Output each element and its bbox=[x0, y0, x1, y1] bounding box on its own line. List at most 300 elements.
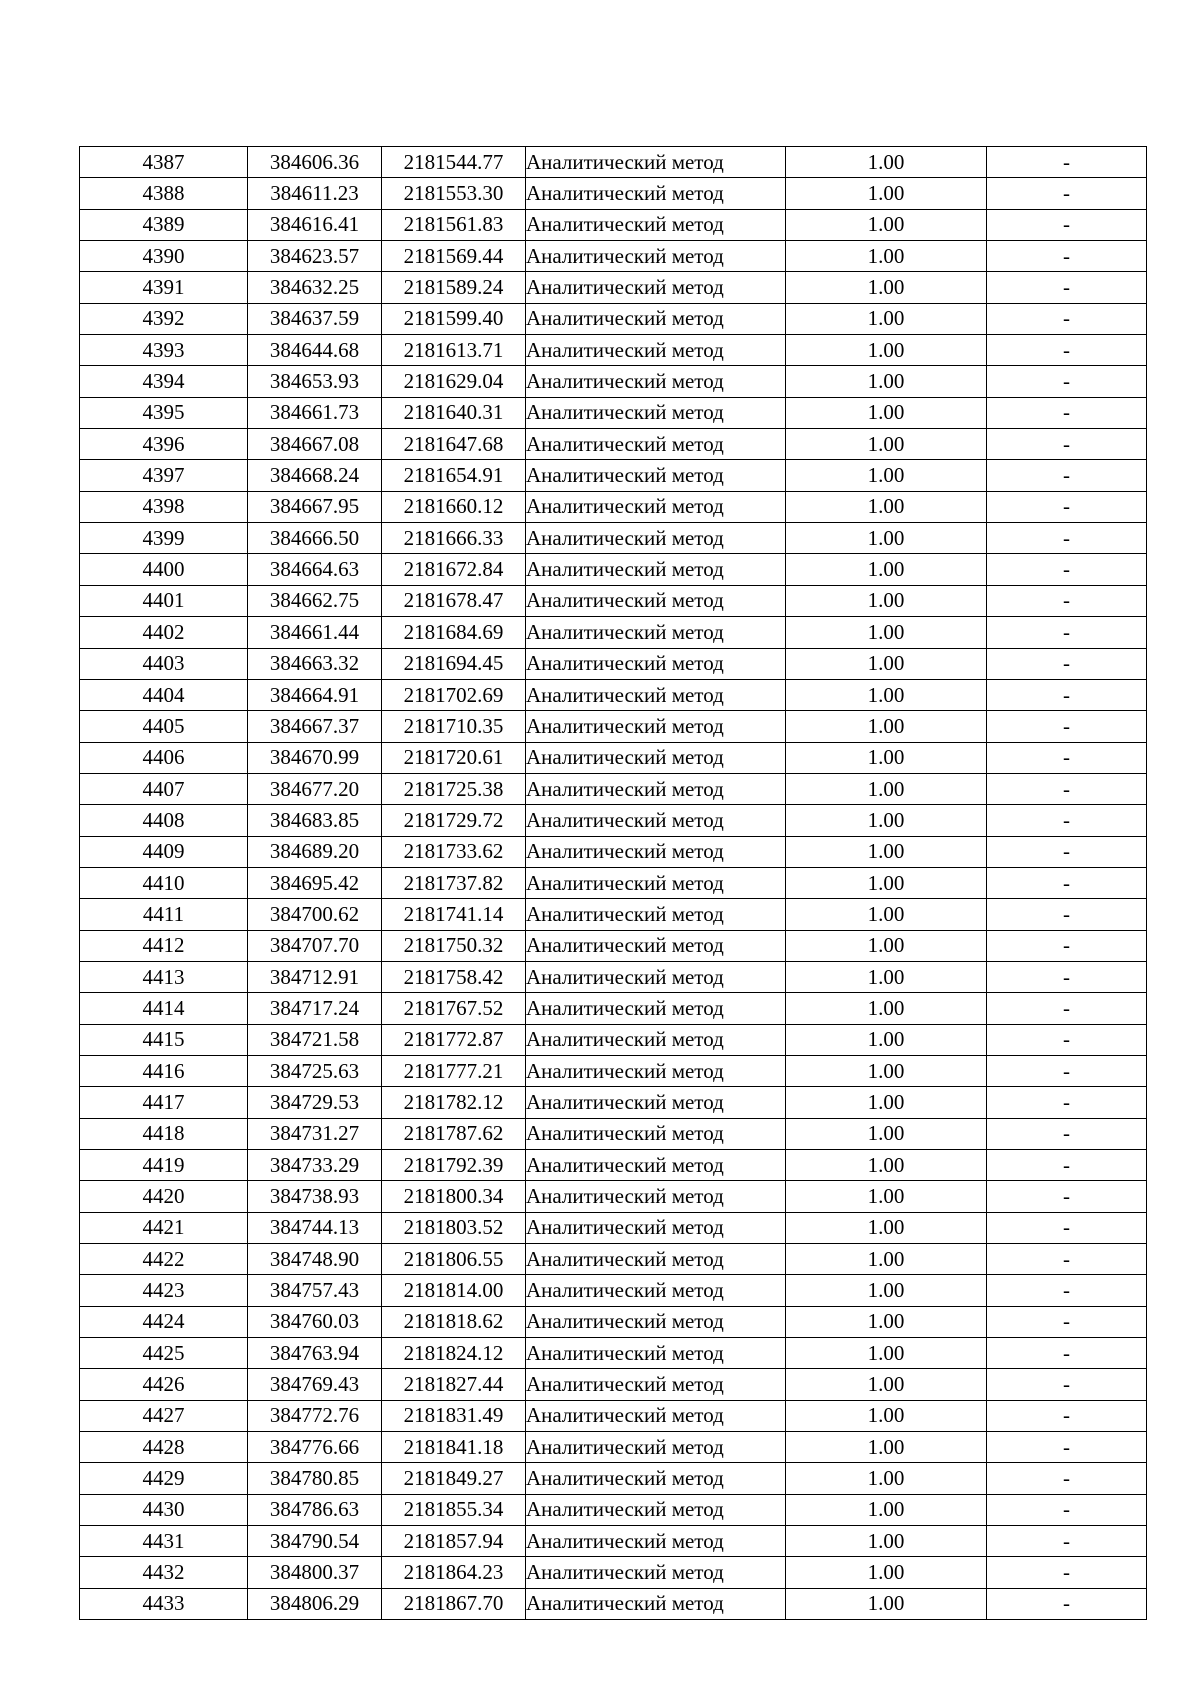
accuracy-cell: 1.00 bbox=[786, 836, 987, 867]
note-cell: - bbox=[987, 805, 1147, 836]
x-coordinate-cell: 384606.36 bbox=[248, 147, 382, 178]
y-coordinate-cell: 2181806.55 bbox=[382, 1244, 526, 1275]
x-coordinate-cell: 384664.63 bbox=[248, 554, 382, 585]
accuracy-cell: 1.00 bbox=[786, 1400, 987, 1431]
note-cell: - bbox=[987, 867, 1147, 898]
accuracy-cell: 1.00 bbox=[786, 1588, 987, 1619]
table-row bbox=[80, 303, 1147, 334]
note-cell: - bbox=[987, 1494, 1147, 1525]
accuracy-cell: 1.00 bbox=[786, 961, 987, 992]
table-row bbox=[80, 1212, 1147, 1243]
y-coordinate-cell: 2181599.40 bbox=[382, 303, 526, 334]
table-row bbox=[80, 1306, 1147, 1337]
x-coordinate-cell: 384663.32 bbox=[248, 648, 382, 679]
y-coordinate-cell: 2181629.04 bbox=[382, 366, 526, 397]
point-number-cell: 4421 bbox=[80, 1212, 248, 1243]
note-cell: - bbox=[987, 993, 1147, 1024]
point-number-cell: 4394 bbox=[80, 366, 248, 397]
accuracy-cell: 1.00 bbox=[786, 930, 987, 961]
note-cell: - bbox=[987, 147, 1147, 178]
note-cell: - bbox=[987, 1024, 1147, 1055]
x-coordinate-cell: 384780.85 bbox=[248, 1463, 382, 1494]
x-coordinate-cell: 384757.43 bbox=[248, 1275, 382, 1306]
note-cell: - bbox=[987, 272, 1147, 303]
point-number-cell: 4430 bbox=[80, 1494, 248, 1525]
method-cell: Аналитический метод bbox=[526, 1526, 786, 1557]
accuracy-cell: 1.00 bbox=[786, 1526, 987, 1557]
accuracy-cell: 1.00 bbox=[786, 397, 987, 428]
point-number-cell: 4397 bbox=[80, 460, 248, 491]
note-cell: - bbox=[987, 961, 1147, 992]
x-coordinate-cell: 384666.50 bbox=[248, 523, 382, 554]
method-cell: Аналитический метод bbox=[526, 460, 786, 491]
x-coordinate-cell: 384725.63 bbox=[248, 1055, 382, 1086]
method-cell: Аналитический метод bbox=[526, 429, 786, 460]
note-cell: - bbox=[987, 711, 1147, 742]
method-cell: Аналитический метод bbox=[526, 241, 786, 272]
table-row bbox=[80, 460, 1147, 491]
note-cell: - bbox=[987, 1118, 1147, 1149]
accuracy-cell: 1.00 bbox=[786, 209, 987, 240]
method-cell: Аналитический метод bbox=[526, 773, 786, 804]
point-number-cell: 4391 bbox=[80, 272, 248, 303]
x-coordinate-cell: 384748.90 bbox=[248, 1244, 382, 1275]
method-cell: Аналитический метод bbox=[526, 1306, 786, 1337]
y-coordinate-cell: 2181758.42 bbox=[382, 961, 526, 992]
method-cell: Аналитический метод bbox=[526, 1338, 786, 1369]
y-coordinate-cell: 2181772.87 bbox=[382, 1024, 526, 1055]
table-row bbox=[80, 1494, 1147, 1525]
table-row bbox=[80, 209, 1147, 240]
table-row bbox=[80, 1526, 1147, 1557]
y-coordinate-cell: 2181803.52 bbox=[382, 1212, 526, 1243]
method-cell: Аналитический метод bbox=[526, 1275, 786, 1306]
table-row bbox=[80, 1588, 1147, 1619]
method-cell: Аналитический метод bbox=[526, 867, 786, 898]
point-number-cell: 4424 bbox=[80, 1306, 248, 1337]
accuracy-cell: 1.00 bbox=[786, 711, 987, 742]
table-row bbox=[80, 1275, 1147, 1306]
table-row bbox=[80, 366, 1147, 397]
x-coordinate-cell: 384661.44 bbox=[248, 617, 382, 648]
x-coordinate-cell: 384738.93 bbox=[248, 1181, 382, 1212]
table-row bbox=[80, 773, 1147, 804]
method-cell: Аналитический метод bbox=[526, 617, 786, 648]
note-cell: - bbox=[987, 1400, 1147, 1431]
note-cell: - bbox=[987, 1087, 1147, 1118]
accuracy-cell: 1.00 bbox=[786, 147, 987, 178]
accuracy-cell: 1.00 bbox=[786, 272, 987, 303]
point-number-cell: 4426 bbox=[80, 1369, 248, 1400]
table-row bbox=[80, 679, 1147, 710]
table-row bbox=[80, 335, 1147, 366]
y-coordinate-cell: 2181814.00 bbox=[382, 1275, 526, 1306]
method-cell: Аналитический метод bbox=[526, 648, 786, 679]
y-coordinate-cell: 2181702.69 bbox=[382, 679, 526, 710]
point-number-cell: 4395 bbox=[80, 397, 248, 428]
x-coordinate-cell: 384668.24 bbox=[248, 460, 382, 491]
note-cell: - bbox=[987, 554, 1147, 585]
point-number-cell: 4409 bbox=[80, 836, 248, 867]
accuracy-cell: 1.00 bbox=[786, 1055, 987, 1086]
y-coordinate-cell: 2181613.71 bbox=[382, 335, 526, 366]
note-cell: - bbox=[987, 1338, 1147, 1369]
method-cell: Аналитический метод bbox=[526, 147, 786, 178]
method-cell: Аналитический метод bbox=[526, 805, 786, 836]
point-number-cell: 4390 bbox=[80, 241, 248, 272]
accuracy-cell: 1.00 bbox=[786, 617, 987, 648]
table-row bbox=[80, 147, 1147, 178]
accuracy-cell: 1.00 bbox=[786, 742, 987, 773]
y-coordinate-cell: 2181666.33 bbox=[382, 523, 526, 554]
note-cell: - bbox=[987, 617, 1147, 648]
x-coordinate-cell: 384729.53 bbox=[248, 1087, 382, 1118]
point-number-cell: 4416 bbox=[80, 1055, 248, 1086]
accuracy-cell: 1.00 bbox=[786, 1024, 987, 1055]
table-row bbox=[80, 1024, 1147, 1055]
table-row bbox=[80, 585, 1147, 616]
x-coordinate-cell: 384717.24 bbox=[248, 993, 382, 1024]
method-cell: Аналитический метод bbox=[526, 1588, 786, 1619]
x-coordinate-cell: 384731.27 bbox=[248, 1118, 382, 1149]
accuracy-cell: 1.00 bbox=[786, 773, 987, 804]
method-cell: Аналитический метод bbox=[526, 1369, 786, 1400]
accuracy-cell: 1.00 bbox=[786, 178, 987, 209]
y-coordinate-cell: 2181640.31 bbox=[382, 397, 526, 428]
table-row bbox=[80, 617, 1147, 648]
method-cell: Аналитический метод bbox=[526, 930, 786, 961]
note-cell: - bbox=[987, 241, 1147, 272]
accuracy-cell: 1.00 bbox=[786, 523, 987, 554]
accuracy-cell: 1.00 bbox=[786, 1181, 987, 1212]
point-number-cell: 4398 bbox=[80, 491, 248, 522]
accuracy-cell: 1.00 bbox=[786, 1118, 987, 1149]
table-row bbox=[80, 1400, 1147, 1431]
accuracy-cell: 1.00 bbox=[786, 429, 987, 460]
accuracy-cell: 1.00 bbox=[786, 366, 987, 397]
point-number-cell: 4393 bbox=[80, 335, 248, 366]
point-number-cell: 4411 bbox=[80, 899, 248, 930]
y-coordinate-cell: 2181589.24 bbox=[382, 272, 526, 303]
y-coordinate-cell: 2181767.52 bbox=[382, 993, 526, 1024]
point-number-cell: 4406 bbox=[80, 742, 248, 773]
x-coordinate-cell: 384623.57 bbox=[248, 241, 382, 272]
x-coordinate-cell: 384611.23 bbox=[248, 178, 382, 209]
x-coordinate-cell: 384667.95 bbox=[248, 491, 382, 522]
table-row bbox=[80, 836, 1147, 867]
y-coordinate-cell: 2181561.83 bbox=[382, 209, 526, 240]
accuracy-cell: 1.00 bbox=[786, 1369, 987, 1400]
method-cell: Аналитический метод bbox=[526, 1494, 786, 1525]
method-cell: Аналитический метод bbox=[526, 209, 786, 240]
y-coordinate-cell: 2181827.44 bbox=[382, 1369, 526, 1400]
y-coordinate-cell: 2181672.84 bbox=[382, 554, 526, 585]
x-coordinate-cell: 384763.94 bbox=[248, 1338, 382, 1369]
method-cell: Аналитический метод bbox=[526, 585, 786, 616]
accuracy-cell: 1.00 bbox=[786, 993, 987, 1024]
point-number-cell: 4415 bbox=[80, 1024, 248, 1055]
method-cell: Аналитический метод bbox=[526, 1432, 786, 1463]
table-row bbox=[80, 429, 1147, 460]
method-cell: Аналитический метод bbox=[526, 366, 786, 397]
y-coordinate-cell: 2181694.45 bbox=[382, 648, 526, 679]
point-number-cell: 4392 bbox=[80, 303, 248, 334]
method-cell: Аналитический метод bbox=[526, 1024, 786, 1055]
table-row bbox=[80, 993, 1147, 1024]
note-cell: - bbox=[987, 930, 1147, 961]
method-cell: Аналитический метод bbox=[526, 1150, 786, 1181]
note-cell: - bbox=[987, 397, 1147, 428]
y-coordinate-cell: 2181824.12 bbox=[382, 1338, 526, 1369]
accuracy-cell: 1.00 bbox=[786, 303, 987, 334]
accuracy-cell: 1.00 bbox=[786, 1212, 987, 1243]
table-row bbox=[80, 178, 1147, 209]
method-cell: Аналитический метод bbox=[526, 178, 786, 209]
note-cell: - bbox=[987, 491, 1147, 522]
y-coordinate-cell: 2181737.82 bbox=[382, 867, 526, 898]
y-coordinate-cell: 2181733.62 bbox=[382, 836, 526, 867]
accuracy-cell: 1.00 bbox=[786, 460, 987, 491]
method-cell: Аналитический метод bbox=[526, 1463, 786, 1494]
table-row bbox=[80, 1150, 1147, 1181]
y-coordinate-cell: 2181787.62 bbox=[382, 1118, 526, 1149]
point-number-cell: 4428 bbox=[80, 1432, 248, 1463]
y-coordinate-cell: 2181710.35 bbox=[382, 711, 526, 742]
y-coordinate-cell: 2181720.61 bbox=[382, 742, 526, 773]
point-number-cell: 4427 bbox=[80, 1400, 248, 1431]
x-coordinate-cell: 384637.59 bbox=[248, 303, 382, 334]
table-row bbox=[80, 241, 1147, 272]
method-cell: Аналитический метод bbox=[526, 1118, 786, 1149]
table-row bbox=[80, 1338, 1147, 1369]
x-coordinate-cell: 384769.43 bbox=[248, 1369, 382, 1400]
note-cell: - bbox=[987, 1244, 1147, 1275]
x-coordinate-cell: 384670.99 bbox=[248, 742, 382, 773]
method-cell: Аналитический метод bbox=[526, 742, 786, 773]
x-coordinate-cell: 384700.62 bbox=[248, 899, 382, 930]
x-coordinate-cell: 384664.91 bbox=[248, 679, 382, 710]
point-number-cell: 4419 bbox=[80, 1150, 248, 1181]
note-cell: - bbox=[987, 1181, 1147, 1212]
y-coordinate-cell: 2181569.44 bbox=[382, 241, 526, 272]
point-number-cell: 4418 bbox=[80, 1118, 248, 1149]
y-coordinate-cell: 2181857.94 bbox=[382, 1526, 526, 1557]
method-cell: Аналитический метод bbox=[526, 272, 786, 303]
point-number-cell: 4389 bbox=[80, 209, 248, 240]
accuracy-cell: 1.00 bbox=[786, 1275, 987, 1306]
x-coordinate-cell: 384667.08 bbox=[248, 429, 382, 460]
table-row bbox=[80, 1463, 1147, 1494]
x-coordinate-cell: 384616.41 bbox=[248, 209, 382, 240]
note-cell: - bbox=[987, 209, 1147, 240]
table-row bbox=[80, 554, 1147, 585]
point-number-cell: 4422 bbox=[80, 1244, 248, 1275]
x-coordinate-cell: 384790.54 bbox=[248, 1526, 382, 1557]
note-cell: - bbox=[987, 679, 1147, 710]
y-coordinate-cell: 2181741.14 bbox=[382, 899, 526, 930]
x-coordinate-cell: 384632.25 bbox=[248, 272, 382, 303]
x-coordinate-cell: 384661.73 bbox=[248, 397, 382, 428]
x-coordinate-cell: 384667.37 bbox=[248, 711, 382, 742]
method-cell: Аналитический метод bbox=[526, 397, 786, 428]
method-cell: Аналитический метод bbox=[526, 1400, 786, 1431]
y-coordinate-cell: 2181750.32 bbox=[382, 930, 526, 961]
y-coordinate-cell: 2181725.38 bbox=[382, 773, 526, 804]
method-cell: Аналитический метод bbox=[526, 1557, 786, 1588]
x-coordinate-cell: 384721.58 bbox=[248, 1024, 382, 1055]
table-row bbox=[80, 961, 1147, 992]
note-cell: - bbox=[987, 1432, 1147, 1463]
method-cell: Аналитический метод bbox=[526, 711, 786, 742]
method-cell: Аналитический метод bbox=[526, 491, 786, 522]
method-cell: Аналитический метод bbox=[526, 1212, 786, 1243]
point-number-cell: 4429 bbox=[80, 1463, 248, 1494]
accuracy-cell: 1.00 bbox=[786, 679, 987, 710]
method-cell: Аналитический метод bbox=[526, 961, 786, 992]
method-cell: Аналитический метод bbox=[526, 523, 786, 554]
note-cell: - bbox=[987, 335, 1147, 366]
point-number-cell: 4404 bbox=[80, 679, 248, 710]
note-cell: - bbox=[987, 648, 1147, 679]
table-row bbox=[80, 491, 1147, 522]
table-row bbox=[80, 711, 1147, 742]
table-row bbox=[80, 1244, 1147, 1275]
table-row bbox=[80, 867, 1147, 898]
method-cell: Аналитический метод bbox=[526, 899, 786, 930]
point-number-cell: 4403 bbox=[80, 648, 248, 679]
accuracy-cell: 1.00 bbox=[786, 648, 987, 679]
method-cell: Аналитический метод bbox=[526, 1087, 786, 1118]
x-coordinate-cell: 384689.20 bbox=[248, 836, 382, 867]
accuracy-cell: 1.00 bbox=[786, 1306, 987, 1337]
method-cell: Аналитический метод bbox=[526, 1244, 786, 1275]
method-cell: Аналитический метод bbox=[526, 554, 786, 585]
table-row bbox=[80, 742, 1147, 773]
y-coordinate-cell: 2181818.62 bbox=[382, 1306, 526, 1337]
table-row bbox=[80, 1087, 1147, 1118]
y-coordinate-cell: 2181864.23 bbox=[382, 1557, 526, 1588]
y-coordinate-cell: 2181678.47 bbox=[382, 585, 526, 616]
point-number-cell: 4410 bbox=[80, 867, 248, 898]
y-coordinate-cell: 2181553.30 bbox=[382, 178, 526, 209]
point-number-cell: 4405 bbox=[80, 711, 248, 742]
y-coordinate-cell: 2181867.70 bbox=[382, 1588, 526, 1619]
table-row bbox=[80, 1369, 1147, 1400]
x-coordinate-cell: 384800.37 bbox=[248, 1557, 382, 1588]
note-cell: - bbox=[987, 523, 1147, 554]
note-cell: - bbox=[987, 366, 1147, 397]
x-coordinate-cell: 384806.29 bbox=[248, 1588, 382, 1619]
table-row bbox=[80, 272, 1147, 303]
method-cell: Аналитический метод bbox=[526, 1181, 786, 1212]
point-number-cell: 4401 bbox=[80, 585, 248, 616]
table-row bbox=[80, 805, 1147, 836]
note-cell: - bbox=[987, 1306, 1147, 1337]
note-cell: - bbox=[987, 1055, 1147, 1086]
point-number-cell: 4407 bbox=[80, 773, 248, 804]
x-coordinate-cell: 384712.91 bbox=[248, 961, 382, 992]
point-number-cell: 4417 bbox=[80, 1087, 248, 1118]
y-coordinate-cell: 2181647.68 bbox=[382, 429, 526, 460]
point-number-cell: 4388 bbox=[80, 178, 248, 209]
note-cell: - bbox=[987, 460, 1147, 491]
x-coordinate-cell: 384776.66 bbox=[248, 1432, 382, 1463]
note-cell: - bbox=[987, 836, 1147, 867]
point-number-cell: 4387 bbox=[80, 147, 248, 178]
note-cell: - bbox=[987, 773, 1147, 804]
x-coordinate-cell: 384707.70 bbox=[248, 930, 382, 961]
y-coordinate-cell: 2181544.77 bbox=[382, 147, 526, 178]
table-row bbox=[80, 1118, 1147, 1149]
y-coordinate-cell: 2181831.49 bbox=[382, 1400, 526, 1431]
table-row bbox=[80, 397, 1147, 428]
x-coordinate-cell: 384644.68 bbox=[248, 335, 382, 366]
y-coordinate-cell: 2181684.69 bbox=[382, 617, 526, 648]
note-cell: - bbox=[987, 1275, 1147, 1306]
note-cell: - bbox=[987, 1557, 1147, 1588]
x-coordinate-cell: 384786.63 bbox=[248, 1494, 382, 1525]
accuracy-cell: 1.00 bbox=[786, 335, 987, 366]
point-number-cell: 4399 bbox=[80, 523, 248, 554]
point-number-cell: 4432 bbox=[80, 1557, 248, 1588]
y-coordinate-cell: 2181849.27 bbox=[382, 1463, 526, 1494]
point-number-cell: 4420 bbox=[80, 1181, 248, 1212]
method-cell: Аналитический метод bbox=[526, 303, 786, 334]
point-number-cell: 4425 bbox=[80, 1338, 248, 1369]
table-body bbox=[80, 147, 1147, 1620]
note-cell: - bbox=[987, 303, 1147, 334]
accuracy-cell: 1.00 bbox=[786, 491, 987, 522]
accuracy-cell: 1.00 bbox=[786, 1463, 987, 1494]
method-cell: Аналитический метод bbox=[526, 836, 786, 867]
accuracy-cell: 1.00 bbox=[786, 1494, 987, 1525]
accuracy-cell: 1.00 bbox=[786, 1432, 987, 1463]
point-number-cell: 4408 bbox=[80, 805, 248, 836]
x-coordinate-cell: 384683.85 bbox=[248, 805, 382, 836]
note-cell: - bbox=[987, 899, 1147, 930]
y-coordinate-cell: 2181660.12 bbox=[382, 491, 526, 522]
accuracy-cell: 1.00 bbox=[786, 1244, 987, 1275]
x-coordinate-cell: 384695.42 bbox=[248, 867, 382, 898]
y-coordinate-cell: 2181729.72 bbox=[382, 805, 526, 836]
method-cell: Аналитический метод bbox=[526, 993, 786, 1024]
table-row bbox=[80, 1181, 1147, 1212]
y-coordinate-cell: 2181792.39 bbox=[382, 1150, 526, 1181]
y-coordinate-cell: 2181782.12 bbox=[382, 1087, 526, 1118]
point-number-cell: 4413 bbox=[80, 961, 248, 992]
point-number-cell: 4431 bbox=[80, 1526, 248, 1557]
x-coordinate-cell: 384772.76 bbox=[248, 1400, 382, 1431]
y-coordinate-cell: 2181841.18 bbox=[382, 1432, 526, 1463]
y-coordinate-cell: 2181654.91 bbox=[382, 460, 526, 491]
point-number-cell: 4433 bbox=[80, 1588, 248, 1619]
point-number-cell: 4412 bbox=[80, 930, 248, 961]
note-cell: - bbox=[987, 1150, 1147, 1181]
point-number-cell: 4396 bbox=[80, 429, 248, 460]
point-number-cell: 4400 bbox=[80, 554, 248, 585]
x-coordinate-cell: 384733.29 bbox=[248, 1150, 382, 1181]
table-row bbox=[80, 1432, 1147, 1463]
point-number-cell: 4423 bbox=[80, 1275, 248, 1306]
note-cell: - bbox=[987, 1588, 1147, 1619]
note-cell: - bbox=[987, 1212, 1147, 1243]
x-coordinate-cell: 384677.20 bbox=[248, 773, 382, 804]
accuracy-cell: 1.00 bbox=[786, 1087, 987, 1118]
point-number-cell: 4402 bbox=[80, 617, 248, 648]
table-row bbox=[80, 930, 1147, 961]
accuracy-cell: 1.00 bbox=[786, 867, 987, 898]
y-coordinate-cell: 2181855.34 bbox=[382, 1494, 526, 1525]
